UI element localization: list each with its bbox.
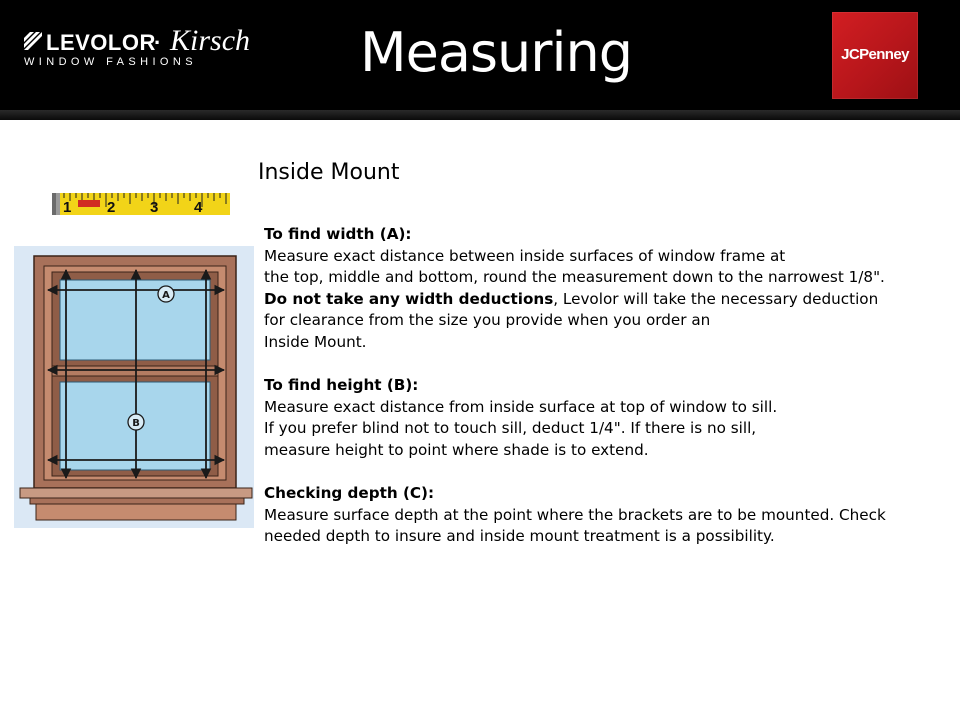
height-heading: To find height (B): [264, 376, 419, 395]
section-subtitle: Inside Mount [258, 160, 400, 185]
header-divider [0, 110, 960, 120]
levolor-mark-icon [24, 32, 42, 50]
tape-measure-icon [52, 193, 230, 215]
tape-number-3: 3 [150, 199, 159, 215]
width-line-5: Inside Mount. [264, 332, 367, 351]
width-line-1: Measure exact distance between inside surfaces of window frame at [264, 246, 786, 265]
label-b: B [132, 418, 140, 429]
width-line-2: the top, middle and bottom, round the measurement down to the narrowest 1/8". [264, 268, 885, 287]
height-line-2: If you prefer blind not to touch sill, deduct 1/4". If there is no sill, [264, 419, 757, 438]
depth-line-2: needed depth to insure and inside mount treatment is a possibility. [264, 527, 775, 546]
width-line-4: for clearance from the size you provide when you order an [264, 311, 711, 330]
height-line-1: Measure exact distance from inside surface at top of window to sill. [264, 397, 778, 416]
label-a: A [162, 290, 170, 301]
depth-line-1: Measure surface depth at the point where the brackets are to be mounted. Check [264, 505, 886, 524]
width-line-3 [264, 289, 954, 311]
page-title: Measuring [360, 21, 632, 84]
window-diagram [14, 246, 254, 528]
height-line-3: measure height to point where shade is to extend. [264, 440, 649, 459]
spacer [264, 354, 954, 376]
tape-number-4: 4 [194, 199, 203, 215]
brand-kirsch: Kirsch [170, 24, 251, 57]
header-bar [0, 0, 960, 120]
brand-levolor: LEVOLOR [46, 30, 156, 55]
jcpenney-logo [832, 12, 918, 99]
width-heading: To find width (A): [264, 225, 412, 243]
brand-separator: · [154, 30, 162, 55]
width-line-3-rest: , Levolor will take the necessary deduction [553, 289, 879, 308]
tape-number-2: 2 [107, 199, 116, 215]
instructions [264, 224, 954, 548]
jcpenney-logo-text: JCPenney [841, 46, 909, 63]
brand-subtitle: WINDOW FASHIONS [24, 56, 197, 68]
levolor-kirsch-logo [24, 24, 254, 72]
width-no-deductions: Do not take any width deductions [264, 289, 554, 308]
spacer [264, 462, 954, 484]
tape-number-1: 1 [63, 199, 72, 215]
depth-heading: Checking depth (C): [264, 484, 435, 503]
